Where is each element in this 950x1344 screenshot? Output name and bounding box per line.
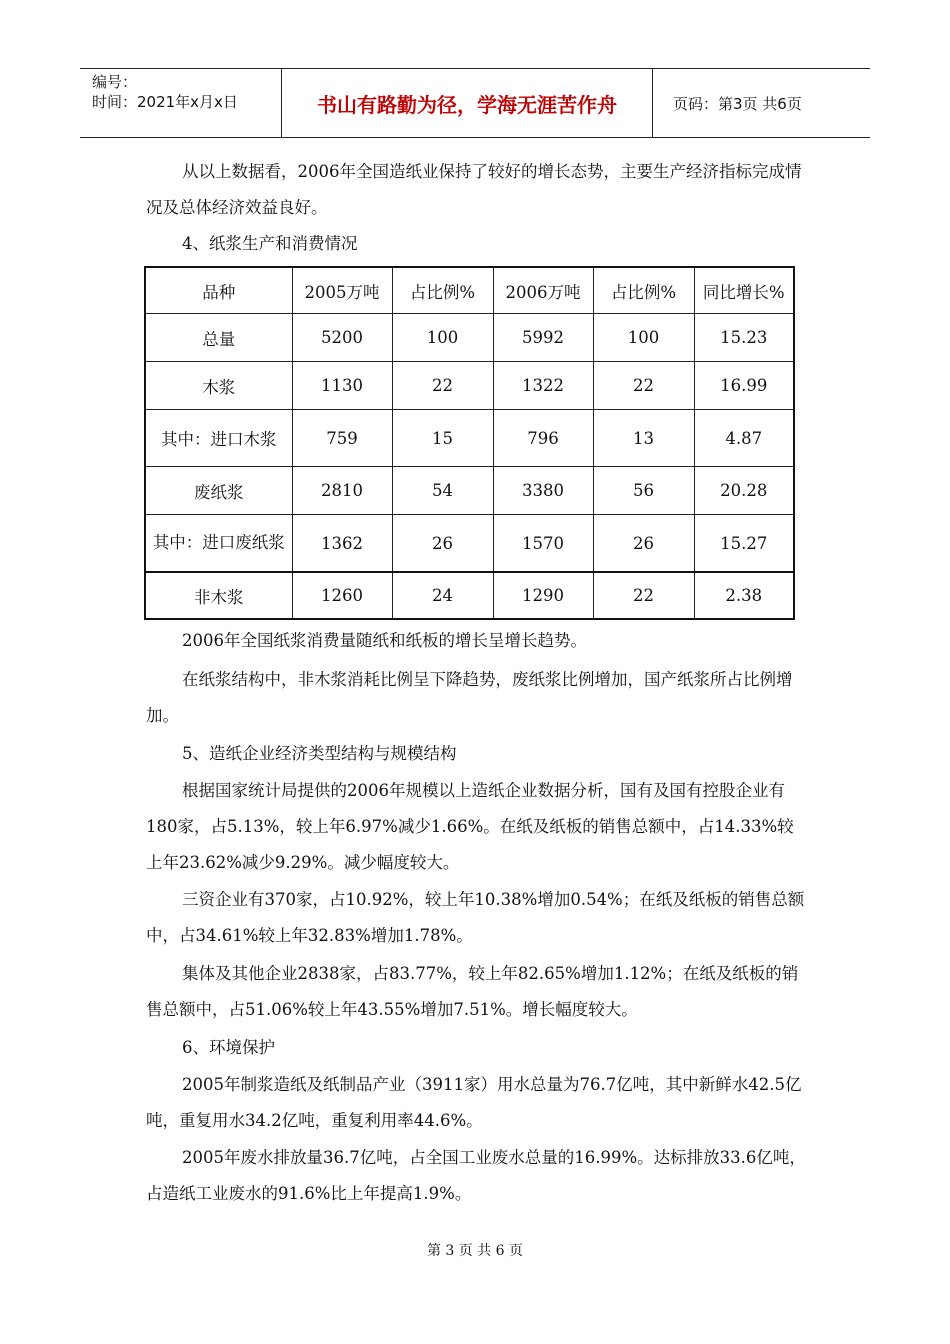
- table-header-cell: 2006万吨: [493, 267, 593, 314]
- table-cell: 24: [392, 572, 493, 619]
- table-cell: 15.27: [694, 515, 794, 573]
- paragraph-consumption: 2006年全国纸浆消费量随纸和纸板的增长呈增长趋势。: [182, 631, 587, 650]
- table-cell: 759: [292, 410, 392, 467]
- table-cell: 26: [593, 515, 694, 573]
- pulp-table: [144, 266, 795, 620]
- table-cell: 100: [593, 314, 694, 362]
- table-cell: 22: [593, 362, 694, 410]
- table-header-row: [145, 267, 794, 314]
- table-cell: 1322: [493, 362, 593, 410]
- table-row: [145, 467, 794, 515]
- table-cell: 1570: [493, 515, 593, 573]
- table-cell: 其中：进口废纸浆: [145, 515, 292, 573]
- table-cell: 木浆: [145, 362, 292, 410]
- number-label: 编号：: [92, 73, 138, 91]
- page-footer: 第 3 页 共 6 页: [426, 1243, 524, 1259]
- table-cell: 54: [392, 467, 493, 515]
- table-cell: 1260: [292, 572, 392, 619]
- table-cell: 56: [593, 467, 694, 515]
- page-info-text: 页码：第3页 共6页: [673, 94, 802, 113]
- header-page-info: [663, 69, 870, 137]
- table-cell: 4.87: [694, 410, 794, 467]
- table-cell: 总量: [145, 314, 292, 362]
- table-row: [145, 515, 794, 573]
- paragraph-collective: 集体及其他企业2838家，占83.77%，较上年82.65%增加1.12%；在纸及纸板的销售总额中，占51.06%较上年43.55%增加7.51%。增长幅度较大。: [146, 964, 799, 1019]
- table-cell: 其中：进口木浆: [145, 410, 292, 467]
- paragraph-summary: 从以上数据看，2006年全国造纸业保持了较好的增长态势，主要生产经济指标完成情况及总体经济效益良好。: [146, 162, 802, 217]
- table-cell: 13: [593, 410, 694, 467]
- table-header-cell: 占比例%: [392, 267, 493, 314]
- paragraph-structure: 在纸浆结构中，非木浆消耗比例呈下降趋势，废纸浆比例增加，国产纸浆所占比例增加。: [146, 670, 793, 725]
- table-cell: 15.23: [694, 314, 794, 362]
- table-cell: 1362: [292, 515, 392, 573]
- table-cell: 废纸浆: [145, 467, 292, 515]
- section-heading-6: 6、环境保护: [182, 1038, 275, 1057]
- table-header-cell: 2005万吨: [292, 267, 392, 314]
- table-cell: 20.28: [694, 467, 794, 515]
- table-row: [145, 314, 794, 362]
- table-cell: 796: [493, 410, 593, 467]
- table-header-cell: 同比增长%: [694, 267, 794, 314]
- section-heading-4: 4、纸浆生产和消费情况: [182, 234, 358, 253]
- table-cell: 2810: [292, 467, 392, 515]
- table-cell: 16.99: [694, 362, 794, 410]
- table-cell: 非木浆: [145, 572, 292, 619]
- section-heading-5: 5、造纸企业经济类型结构与规模结构: [182, 744, 457, 763]
- table-cell: 1290: [493, 572, 593, 619]
- table-cell: 2.38: [694, 572, 794, 619]
- table-cell: 5200: [292, 314, 392, 362]
- paragraph-wastewater: 2005年废水排放量36.7亿吨，占全国工业废水总量的16.99%。达标排放33.6亿吨，占造纸工业废水的91.6%比上年提高1.9%。: [146, 1148, 806, 1203]
- paragraph-water-use: 2005年制浆造纸及纸制品产业（3911家）用水总量为76.7亿吨，其中新鲜水42.5亿吨，重复用水34.2亿吨，重复利用率44.6%。: [146, 1075, 802, 1130]
- paragraph-foreign-invested: 三资企业有370家，占10.92%，较上年10.38%增加0.54%；在纸及纸板的销售总额中，占34.61%较上年32.83%增加1.78%。: [146, 890, 805, 945]
- table-header-cell: 品种: [145, 267, 292, 314]
- table-cell: 5992: [493, 314, 593, 362]
- table-cell: 1130: [292, 362, 392, 410]
- header-motto: 书山有路勤为径，学海无涯苦作舟: [282, 69, 653, 137]
- page-header: [80, 68, 870, 138]
- table-cell: 15: [392, 410, 493, 467]
- table-cell: 22: [593, 572, 694, 619]
- table-cell: 100: [392, 314, 493, 362]
- table-row: [145, 362, 794, 410]
- table-row: [145, 572, 794, 619]
- table-row: [145, 410, 794, 467]
- table-cell: 22: [392, 362, 493, 410]
- table-cell: 3380: [493, 467, 593, 515]
- table-header-cell: 占比例%: [593, 267, 694, 314]
- paragraph-state-owned: 根据国家统计局提供的2006年规模以上造纸企业数据分析，国有及国有控股企业有180家，占5.13%，较上年6.97%减少1.66%。在纸及纸板的销售总额中，占14.33%较上年23.62%减少9.29%。减少幅度较大。: [146, 781, 794, 872]
- header-meta: [80, 69, 282, 137]
- time-label: 时间：2021年x月x日: [92, 93, 238, 111]
- table-cell: 26: [392, 515, 493, 573]
